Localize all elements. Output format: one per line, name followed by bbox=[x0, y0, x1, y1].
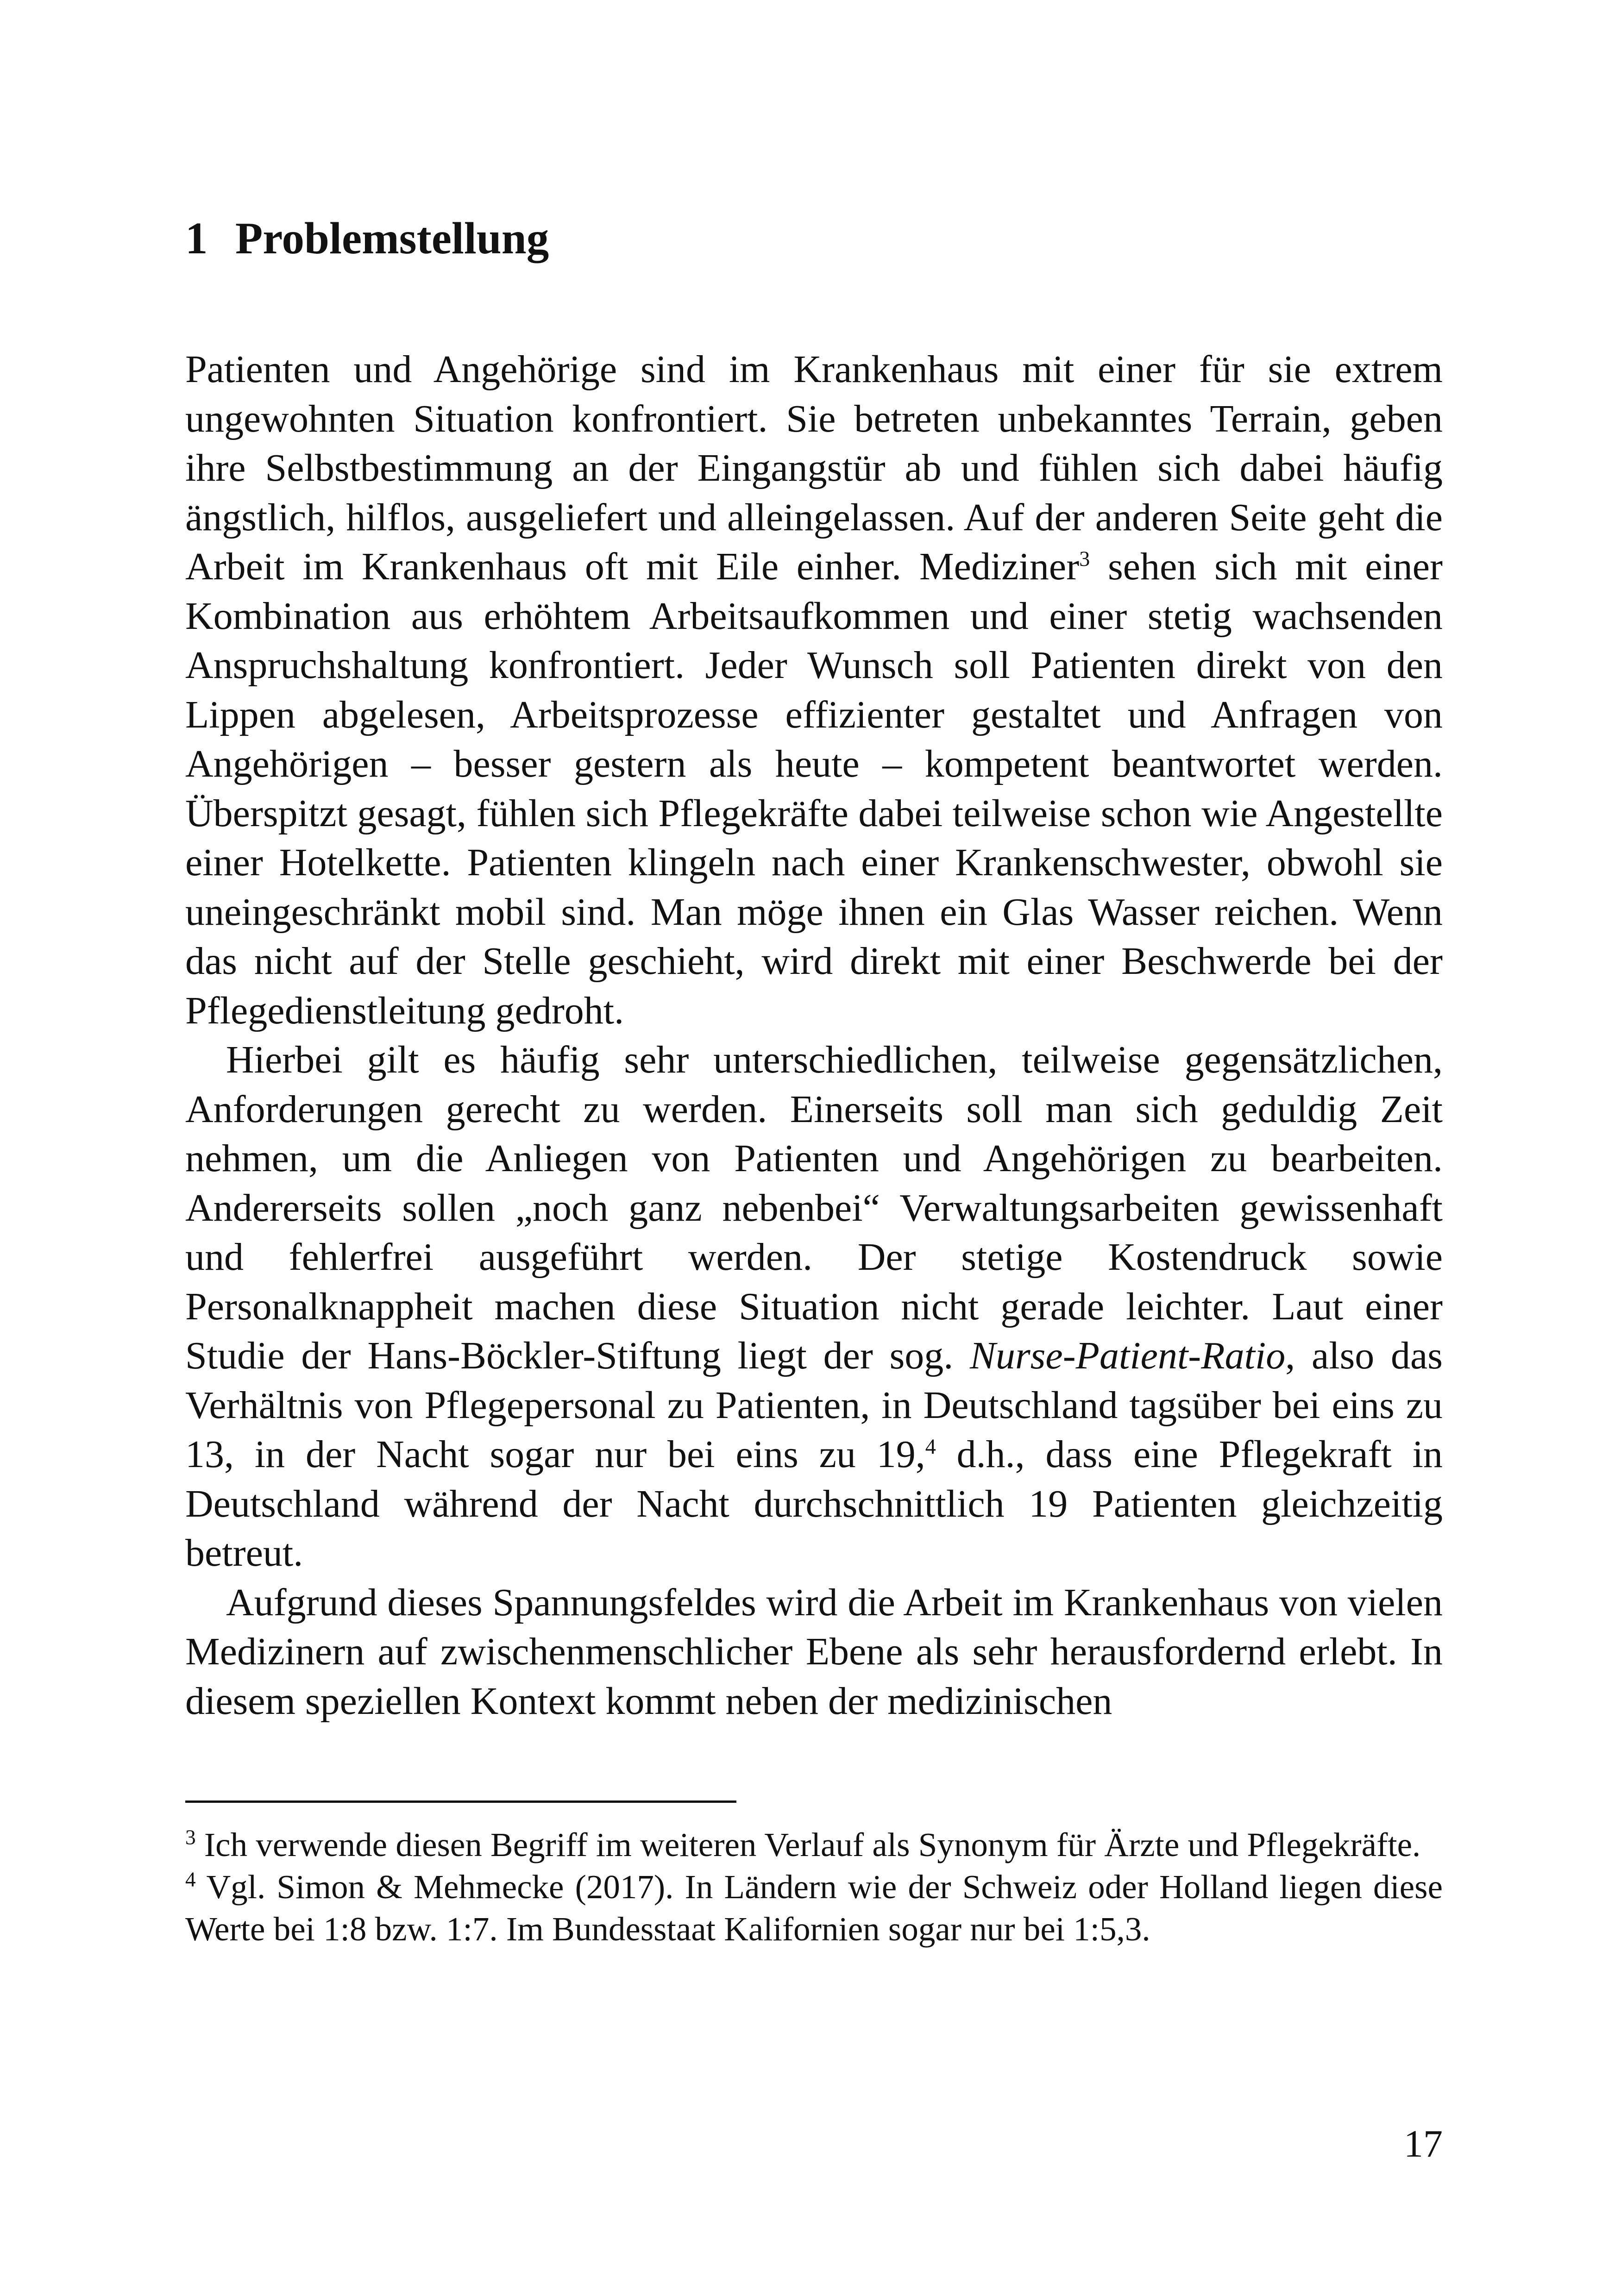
main-text-block bbox=[185, 211, 1443, 1726]
footnotes bbox=[185, 1824, 1443, 1950]
paragraph-2-term: Nurse-Patient-Ratio bbox=[970, 1334, 1286, 1377]
footnote-3-text: Ich verwende diesen Begriff im weiteren Verlauf als Synonym für Ärzte und Pflegekräfte. bbox=[195, 1826, 1421, 1863]
page-number: 17 bbox=[1404, 2122, 1443, 2165]
paragraph-3 bbox=[185, 1578, 1443, 1726]
chapter-heading bbox=[185, 211, 1443, 266]
chapter-title: Problemstellung bbox=[235, 213, 549, 263]
footnote-divider bbox=[185, 1800, 736, 1803]
paragraph-1 bbox=[185, 345, 1443, 1035]
chapter-number: 1 bbox=[185, 213, 208, 263]
paragraph-2-text-a: Hierbei gilt es häufig sehr unterschiedlichen, teilweise gegensätzlichen, Anforderungen gerecht zu werden. Einerseits soll man sich geduldig Zeit nehmen, um die Anliegen von Patienten und Angehörigen zu bearbeiten. Andererseits sollen „noch ganz nebenbei“ Verwaltungsarbeiten gewissenhaft und fehlerfrei ausgeführt werden. Der stetige Kostendruck sowie Personalknappheit machen diese Situation nicht gerade leichter. Laut einer Studie der Hans-Böckler-Stiftung liegt der sog. bbox=[185, 1038, 1443, 1377]
paragraph-2 bbox=[185, 1035, 1443, 1578]
footnote-4 bbox=[185, 1866, 1443, 1950]
footnote-3 bbox=[185, 1824, 1443, 1866]
paragraph-2-text-b: , also das Verhältnis von Pflegepersonal zu Patienten, in Deutschland tagsüber bei eins zu 13, in der Nacht sogar nur bei eins zu 19, bbox=[185, 1334, 1443, 1476]
footnote-mark-4: 4 bbox=[185, 1868, 196, 1891]
footnote-4-text: Vgl. Simon & Mehmecke (2017). In Ländern wie der Schweiz oder Holland liegen diese Werte bei 1:8 bzw. 1:7. Im Bundesstaat Kalifornien sogar nur bei 1:5,3. bbox=[185, 1868, 1443, 1948]
footnote-mark-3: 3 bbox=[185, 1826, 196, 1849]
paragraph-1-text-a: Patienten und Angehörige sind im Krankenhaus mit einer für sie extrem ungewohnten Situation konfrontiert. Sie betreten unbekanntes Terrain, geben ihre Selbstbestimmung an der Eingangstür ab und fühlen sich dabei häufig ängstlich, hilflos, ausgeliefert und alleingelassen. Auf der anderen Seite geht die Arbeit im Krankenhaus oft mit Eile einher. Mediziner bbox=[185, 348, 1443, 588]
body-text bbox=[185, 345, 1443, 1726]
paragraph-3-text: Aufgrund dieses Spannungsfeldes wird die Arbeit im Krankenhaus von vielen Medizinern auf zwischenmenschlicher Ebene als sehr herausfordernd erlebt. In diesem speziellen Kontext kommt neben der medizinischen bbox=[185, 1581, 1443, 1723]
footnote-ref-4: 4 bbox=[925, 1435, 936, 1458]
paragraph-2-text-c: d.h., dass eine Pflegekraft in Deutschland während der Nacht durchschnittlich 19 Patienten gleichzeitig betreut. bbox=[185, 1433, 1443, 1575]
footnote-ref-3: 3 bbox=[1079, 547, 1090, 571]
paragraph-1-text-b: sehen sich mit einer Kombination aus erhöhtem Arbeitsaufkommen und einer stetig wachsenden Anspruchshaltung konfrontiert. Jeder Wunsch soll Patienten direkt von den Lippen abgelesen, Arbeitsprozesse effizienter gestaltet und Anfragen von Angehörigen – besser gestern als heute – kompetent beantwortet werden. Überspitzt gesagt, fühlen sich Pflegekräfte dabei teilweise schon wie Angestellte einer Hotelkette. Patienten klingeln nach einer Krankenschwester, obwohl sie uneingeschränkt mobil sind. Man möge ihnen ein Glas Wasser reichen. Wenn das nicht auf der Stelle geschieht, wird direkt mit einer Beschwerde bei der Pflegedienstleitung gedroht. bbox=[185, 545, 1443, 1032]
